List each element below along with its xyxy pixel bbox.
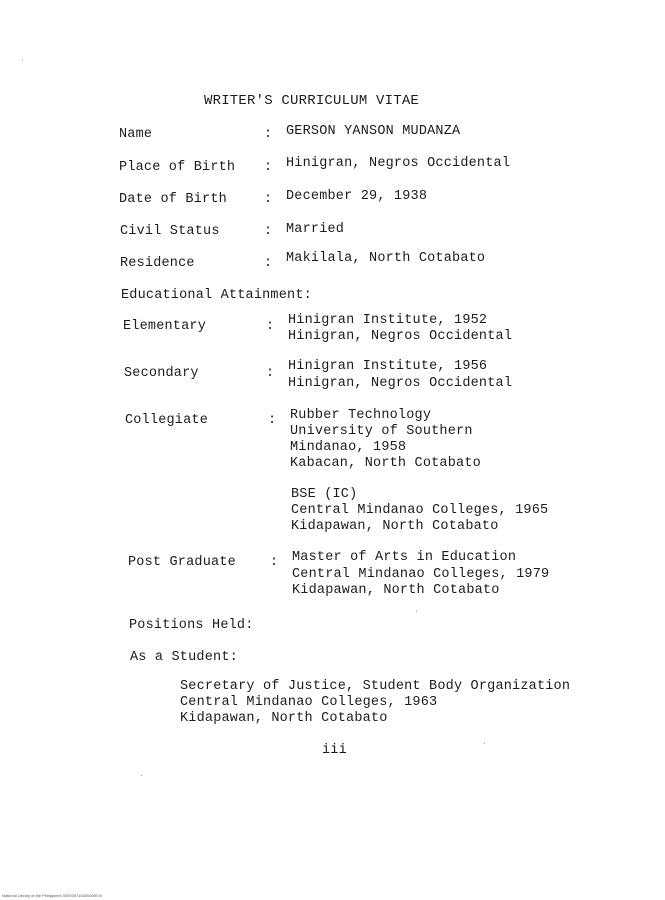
- post-graduate-line: Central Mindanao Colleges, 1979: [292, 567, 550, 582]
- post-graduate-line: Master of Arts in Education: [292, 550, 517, 565]
- student-position-line: Kidapawan, North Cotabato: [180, 711, 388, 726]
- scan-speck: [141, 775, 142, 776]
- education-heading: Educational Attainment:: [121, 288, 312, 303]
- scan-speck: [416, 611, 417, 612]
- collegiate-line: Rubber Technology: [290, 408, 432, 423]
- positions-heading: Positions Held:: [129, 618, 254, 633]
- scan-footer: National Library of the Philippines 0000007163000000 iii: [2, 893, 103, 898]
- scan-speck: [22, 60, 23, 61]
- field-value-name: GERSON YANSON MUDANZA: [286, 124, 461, 139]
- student-heading: As a Student:: [130, 650, 238, 665]
- field-value-residence: Makilala, North Cotabato: [286, 251, 486, 266]
- post-graduate-line: Kidapawan, North Cotabato: [292, 583, 500, 598]
- collegiate-line: University of Southern: [290, 424, 473, 439]
- collegiate-line: Kabacan, North Cotabato: [290, 456, 481, 471]
- field-separator: :: [264, 192, 273, 207]
- secondary-line: Hinigran, Negros Occidental: [288, 376, 513, 391]
- scan-speck: [484, 743, 485, 744]
- field-separator: :: [266, 366, 275, 381]
- field-separator: :: [266, 319, 275, 334]
- field-label-residence: Residence: [120, 256, 195, 271]
- field-separator: :: [264, 224, 273, 239]
- field-label-civil-status: Civil Status: [120, 224, 220, 239]
- field-separator: :: [270, 555, 279, 570]
- field-separator: :: [268, 413, 277, 428]
- education-label-post-graduate: Post Graduate: [128, 555, 236, 570]
- student-position-line: Secretary of Justice, Student Body Organization: [180, 679, 571, 694]
- education-label-secondary: Secondary: [124, 366, 199, 381]
- collegiate-degree-line: Kidapawan, North Cotabato: [291, 519, 499, 534]
- field-label-name: Name: [119, 127, 153, 142]
- field-value-date-of-birth: December 29, 1938: [286, 189, 428, 204]
- education-label-elementary: Elementary: [123, 319, 207, 334]
- field-label-place-of-birth: Place of Birth: [119, 160, 236, 175]
- field-separator: :: [264, 127, 273, 142]
- field-separator: :: [264, 256, 273, 271]
- page-number: iii: [322, 743, 347, 758]
- field-value-civil-status: Married: [286, 222, 345, 237]
- elementary-line: Hinigran, Negros Occidental: [288, 329, 513, 344]
- elementary-line: Hinigran Institute, 1952: [288, 313, 488, 328]
- document-title: WRITER'S CURRICULUM VITAE: [204, 93, 420, 109]
- education-label-collegiate: Collegiate: [125, 413, 209, 428]
- field-separator: :: [264, 160, 273, 175]
- collegiate-line: Mindanao, 1958: [290, 440, 407, 455]
- student-position-line: Central Mindanao Colleges, 1963: [180, 695, 438, 710]
- collegiate-degree-line: Central Mindanao Colleges, 1965: [291, 503, 549, 518]
- field-value-place-of-birth: Hinigran, Negros Occidental: [286, 156, 511, 171]
- secondary-line: Hinigran Institute, 1956: [288, 359, 488, 374]
- collegiate-degree-line: BSE (IC): [291, 487, 358, 502]
- field-label-date-of-birth: Date of Birth: [119, 192, 227, 207]
